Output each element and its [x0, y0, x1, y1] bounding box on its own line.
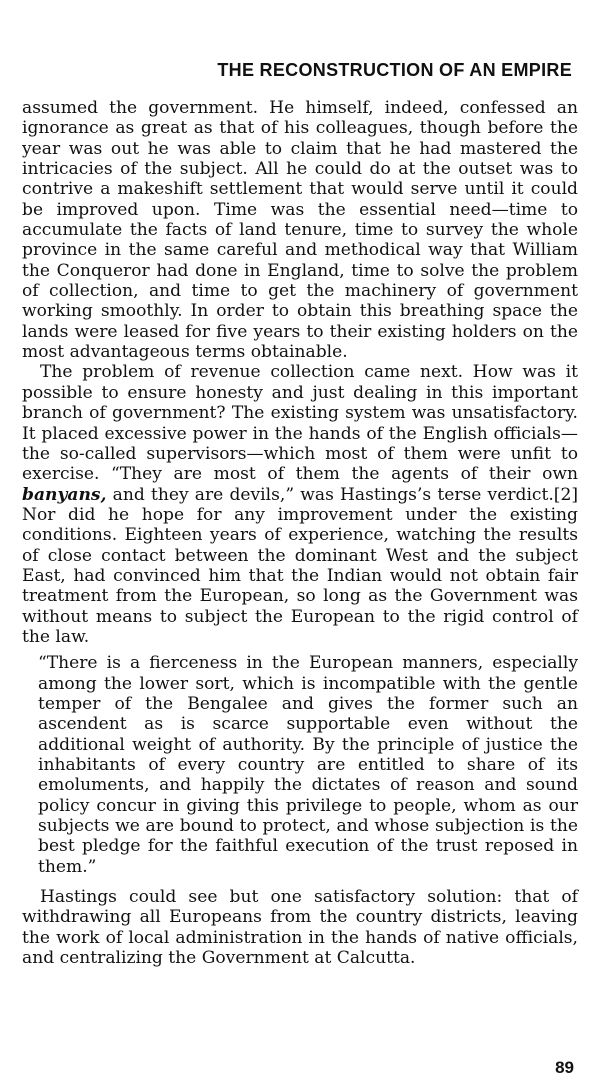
paragraph-2-part-a: The problem of revenue collection came next. How was it possible to ensure honesty and just dealing in this important branch of government? The existing system was unsatisfactory. It placed excessive power in the hands of the English officials—the so-called supervisors—which most of them were unfit to exercise. “They are most of them the agents of their own — [22, 362, 578, 485]
paragraph-2 — [22, 362, 578, 647]
quote-text: “There is a fierceness in the European manners, especially among the lower sort, which is incompatible with the gentle temper of the Bengalee and gives the former such an ascendent as is scarce supportable even without the additional weight of authority. By the principle of justice the inhabitants of every country are entitled to share of its emoluments, and happily the dictates of reason and sound policy concur in giving this privilege to people, whom as our subjects we are bound to protect, and whose subjection is the best pledge for the faithful execution of the trust reposed in them.” — [38, 653, 578, 877]
running-header: THE RECONSTRUCTION OF AN EMPIRE — [217, 60, 572, 80]
block-quote — [22, 653, 578, 877]
paragraph-2-part-b: and they are devils,” was Hastings’s terse verdict.[2] Nor did he hope for any improvement under the existing conditions. Eighteen years of experience, watching the results of close contact between the dominant West and the subject East, had convinced him that the Indian would not obtain fair treatment from the European, so long as the Government was without means to subject the European to the rigid control of the law. — [22, 484, 578, 647]
page-number: 89 — [555, 1058, 574, 1077]
paragraph-1: assumed the government. He himself, indeed, confessed an ignorance as great as that of his colleagues, though before the year was out he was able to claim that he had mastered the intricacies of the subject. All he could do at the outset was to contrive a makeshift settlement that would serve until it could be improved upon. Time was the essential need—time to accumulate the facts of land tenure, time to survey the whole province in the same careful and methodical way that William the Conqueror had done in England, time to solve the problem of collection, and time to get the machinery of government working smoothly. In order to obtain this breathing space the lands were leased for five years to their existing holders on the most advantageous terms obtainable. — [22, 98, 578, 363]
italic-term: banyans, — [22, 484, 107, 505]
page-body — [22, 98, 578, 968]
paragraph-3: Hastings could see but one satisfactory solution: that of withdrawing all Europeans from the country districts, leaving the work of local administration in the hands of native officials, and centralizing the Government at Calcutta. — [22, 887, 578, 969]
